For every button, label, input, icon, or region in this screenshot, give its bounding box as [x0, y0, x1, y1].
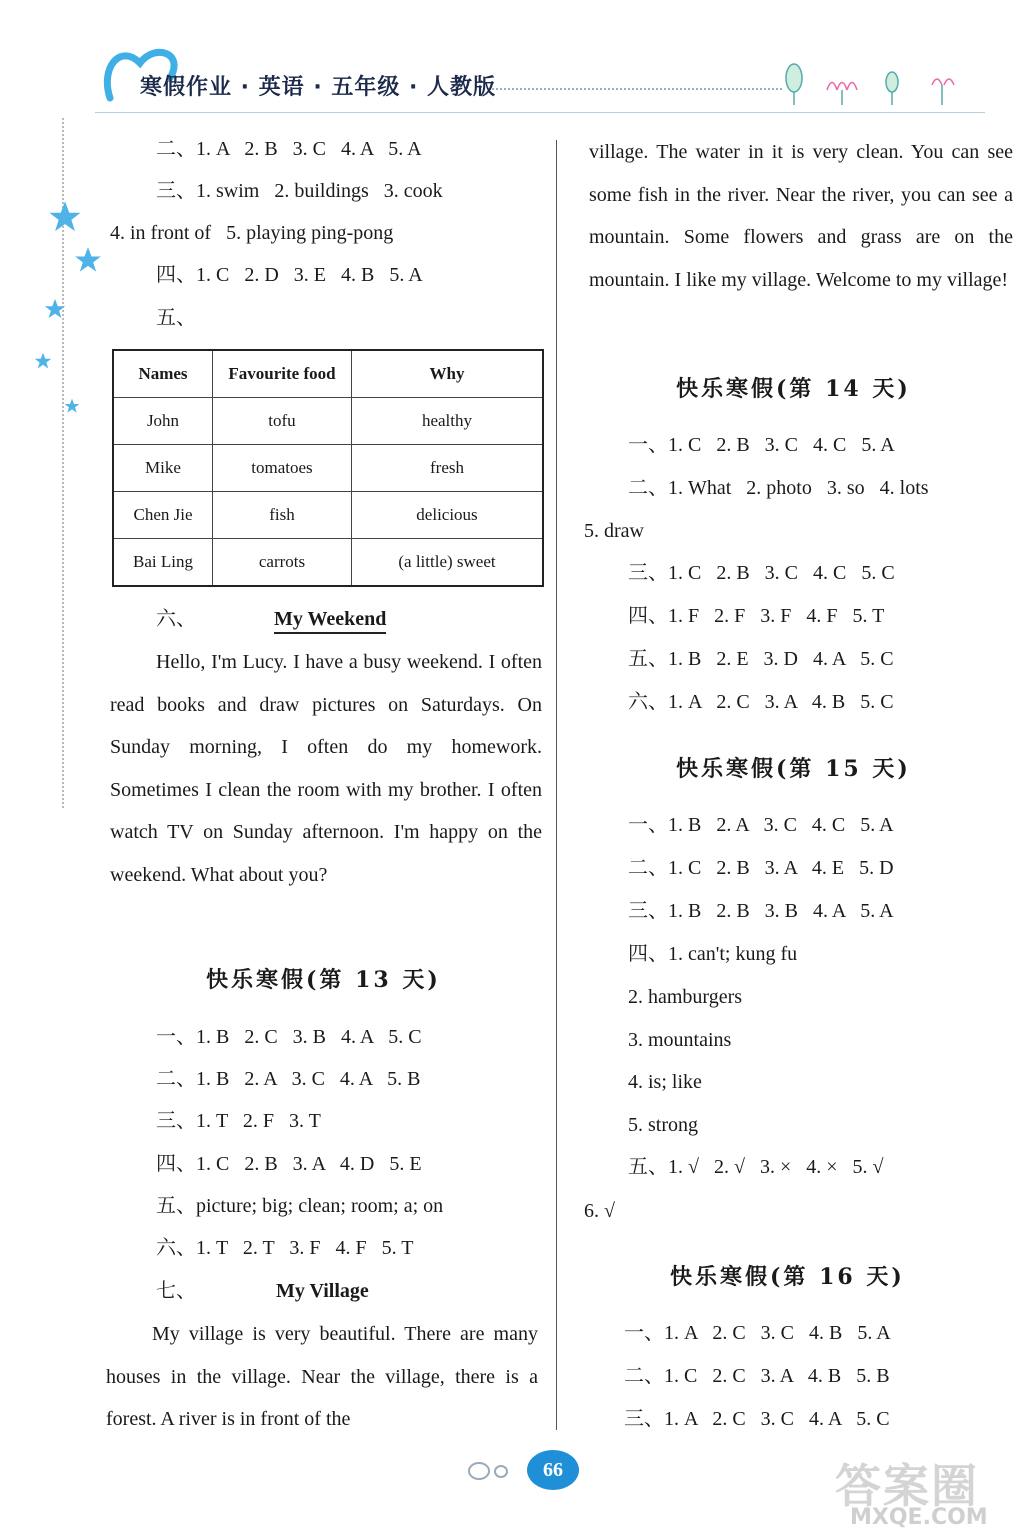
answer-line: 五、: [156, 307, 196, 329]
star-icon: [74, 246, 102, 274]
answer-line: 4. is; like: [628, 1071, 702, 1093]
star-icon: [34, 352, 52, 370]
essay-paragraph: My village is very beautiful. There are many houses in the village. Near the village, there is a forest. A river is in front of the: [106, 1323, 538, 1430]
answer-line: 六、1. T 2. T 3. F 4. F 5. T: [156, 1237, 414, 1259]
answer-line: 一、1. A 2. C 3. C 4. B 5. A: [624, 1322, 891, 1344]
answer-line: 二、1. C 2. B 3. A 4. E 5. D: [628, 857, 894, 879]
section-label: 六、: [156, 608, 196, 630]
table-header: Favourite food: [213, 350, 352, 398]
section-label: 七、: [156, 1280, 196, 1302]
answer-line: 二、1. A 2. B 3. C 4. A 5. A: [156, 138, 422, 160]
answer-line: 四、1. can't; kung fu: [628, 943, 798, 965]
flower-decoration-icon: [782, 60, 982, 110]
favourite-food-table: [112, 349, 544, 587]
answer-line: 二、1. What 2. photo 3. so 4. lots: [628, 477, 929, 499]
answer-line: 四、1. F 2. F 3. F 4. F 5. T: [628, 605, 885, 627]
table-header: Why: [352, 350, 544, 398]
table-cell: Chen Jie: [113, 492, 213, 539]
table-cell: Mike: [113, 445, 213, 492]
answer-line: 一、1. B 2. C 3. B 4. A 5. C: [156, 1026, 422, 1048]
day-heading: 快乐寒假(第 14 天): [676, 376, 911, 402]
star-icon: [64, 398, 80, 414]
header-rule: [95, 112, 985, 113]
answer-line: 四、1. C 2. D 3. E 4. B 5. A: [156, 264, 423, 286]
answer-line: 2. hamburgers: [628, 986, 743, 1008]
answer-line: 4. in front of 5. playing ping-pong: [110, 222, 394, 244]
day-heading: 快乐寒假(第 13 天): [206, 967, 441, 993]
table-row: [113, 492, 543, 539]
table-cell: tomatoes: [213, 445, 352, 492]
table-cell: Bai Ling: [113, 539, 213, 587]
essay-title: My Weekend: [274, 608, 386, 634]
answer-line: 五、picture; big; clean; room; a; on: [156, 1195, 444, 1217]
table-cell: tofu: [213, 398, 352, 445]
table-row: [113, 398, 543, 445]
answer-line: 一、1. B 2. A 3. C 4. C 5. A: [628, 814, 894, 836]
table-cell: (a little) sweet: [352, 539, 544, 587]
table-cell: fresh: [352, 445, 544, 492]
table-cell: healthy: [352, 398, 544, 445]
table-row: [113, 539, 543, 587]
table-row: [113, 445, 543, 492]
answer-line: 四、1. C 2. B 3. A 4. D 5. E: [156, 1153, 422, 1175]
essay-paragraph: Hello, I'm Lucy. I have a busy weekend. I often read books and draw pictures on Saturdays. On Sunday morning, I often do my homework. Sometimes I clean the room with my brother. I often watch TV on Sunday afternoon. I'm happy on the weekend. What about you?: [110, 651, 542, 886]
answer-line: 三、1. swim 2. buildings 3. cook: [156, 180, 443, 202]
answer-line: 三、1. A 2. C 3. C 4. A 5. C: [624, 1408, 890, 1430]
table-cell: delicious: [352, 492, 544, 539]
day-heading: 快乐寒假(第 16 天): [670, 1264, 905, 1290]
answer-line: 六、1. A 2. C 3. A 4. B 5. C: [628, 691, 894, 713]
essay-title: My Village: [276, 1280, 369, 1302]
watermark-logo: 答案圈: [835, 1459, 979, 1513]
table-cell: John: [113, 398, 213, 445]
watermark-url: MXQE.COM: [850, 1505, 988, 1530]
answer-line: 二、1. B 2. A 3. C 4. A 5. B: [156, 1068, 421, 1090]
answer-line: 二、1. C 2. C 3. A 4. B 5. B: [624, 1365, 890, 1387]
decorative-circle-icon: [494, 1465, 508, 1478]
answer-line: 五、1. B 2. E 3. D 4. A 5. C: [628, 648, 894, 670]
answer-line: 三、1. C 2. B 3. C 4. C 5. C: [628, 562, 895, 584]
table-cell: carrots: [213, 539, 352, 587]
answer-line: 3. mountains: [628, 1029, 732, 1051]
star-icon: [44, 298, 66, 320]
table-header: Names: [113, 350, 213, 398]
answer-line: 5. draw: [584, 520, 644, 542]
answer-line: 三、1. B 2. B 3. B 4. A 5. A: [628, 900, 894, 922]
answer-line: 五、1. √ 2. √ 3. × 4. × 5. √: [628, 1156, 884, 1178]
answer-line: 6. √: [584, 1200, 615, 1222]
table-header-row: [113, 350, 543, 398]
answer-line: 5. strong: [628, 1114, 698, 1136]
page-number: 66: [527, 1450, 579, 1490]
day-heading: 快乐寒假(第 15 天): [676, 756, 911, 782]
star-icon: [48, 200, 82, 234]
table-cell: fish: [213, 492, 352, 539]
answer-line: 一、1. C 2. B 3. C 4. C 5. A: [628, 434, 895, 456]
essay-paragraph-continued: village. The water in it is very clean. You can see some fish in the river. Near the river, you can see a mountain. Some flowers and grass are on the mountain. I like my village. Welcome to my village!: [589, 141, 1013, 291]
column-divider: [556, 140, 557, 1430]
decorative-circle-icon: [468, 1462, 490, 1480]
answer-line: 三、1. T 2. F 3. T: [156, 1110, 321, 1132]
header-dotted-line: [492, 88, 782, 90]
header-title: 寒假作业 · 英语 · 五年级 · 人教版: [140, 75, 497, 100]
